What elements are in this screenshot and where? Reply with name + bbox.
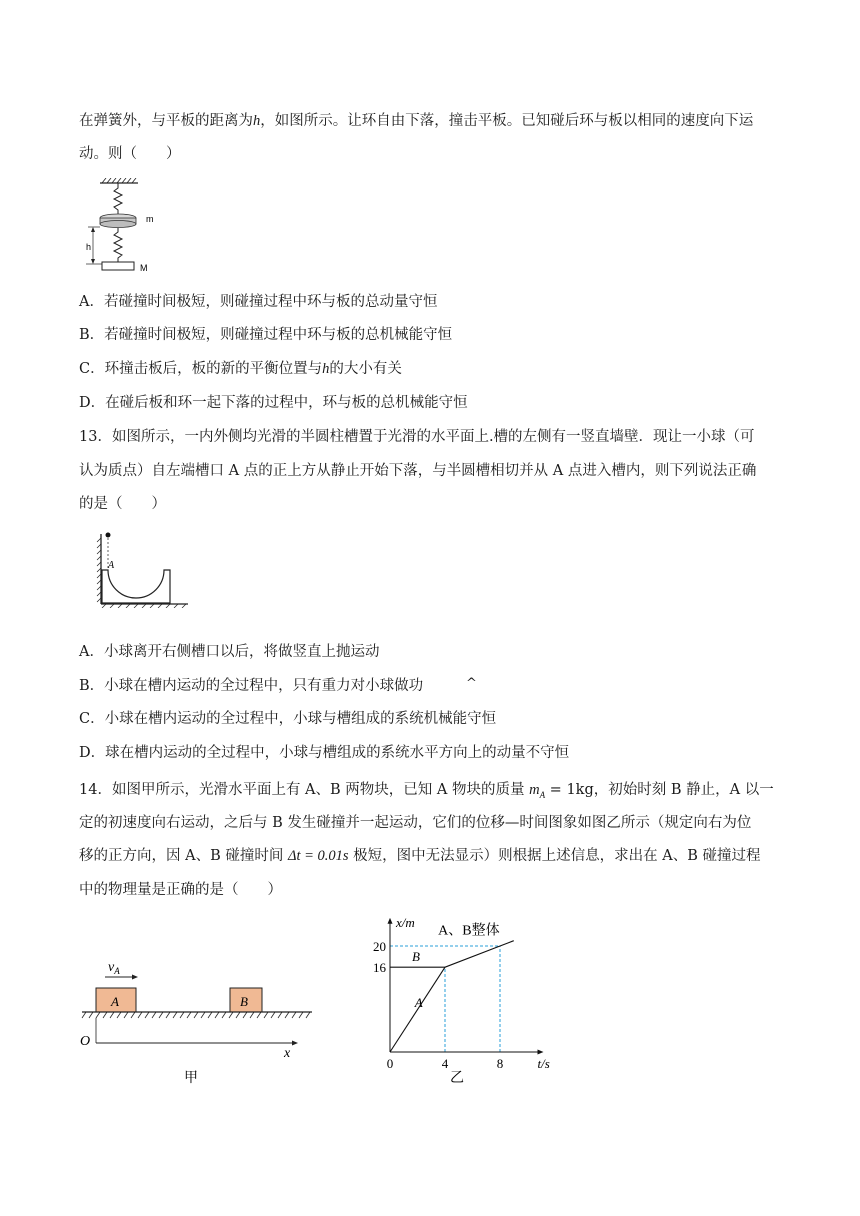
q12-option-c-var-h: h [322, 361, 330, 377]
q14-figure-yi [352, 918, 572, 1093]
series-line-2 [445, 941, 514, 968]
q13-half-cylinder-figure [96, 530, 192, 608]
series-label-B: B [412, 948, 420, 964]
q13-option-a: A．小球离开右侧槽口以后，将做竖直上抛运动 [79, 644, 380, 660]
q14-stem-line1-a: 14．如图甲所示，光滑水平面上有 A、B 两物块，已知 A 物块的质量 [79, 782, 525, 798]
y-tick-label-20: 20 [373, 939, 386, 954]
q14-collision-time: Δt = 0.01s [287, 848, 349, 864]
q12-label-h: h [86, 242, 92, 252]
q12-spring-ring-figure [80, 178, 170, 274]
y-axis-arrow [388, 918, 393, 924]
q12-intro-line1 [79, 111, 753, 131]
x-tick-label-4: 4 [441, 1056, 449, 1071]
q14-caption-yi: 乙 [450, 1071, 464, 1086]
q13-stem-line3: 的是（ ） [79, 496, 166, 512]
q13-option-b: B．小球在槽内运动的全过程中，只有重力对小球做功 [79, 678, 424, 694]
x-tick-label-8: 8 [496, 1056, 504, 1071]
q14-stem-line3-a: 移的正方向，因 A、B 碰撞时间 [79, 848, 284, 864]
q14-stem-line1-b: ，初始时刻 B 静止，A 以一 [593, 782, 774, 798]
q14-velocity-label: $v_A$ [108, 960, 120, 976]
series-label-AB: A、B整体 [438, 923, 500, 939]
q12-option-b: B．若碰撞时间极短，则碰撞过程中环与板的总机械能守恒 [79, 327, 453, 343]
q12-option-a: A．若碰撞时间极短，则碰撞过程中环与板的总动量守恒 [79, 294, 438, 310]
q13-label-A: A [108, 560, 115, 571]
q13-stem-line2: 认为质点）自左端槽口 A 点的正上方从静止开始下落，与半圆槽相切并从 A 点进入槽内，则下列说法正确 [79, 463, 757, 479]
q14-mass-symbol: m [529, 782, 540, 798]
q13-option-c: C．小球在槽内运动的全过程中，小球与槽组成的系统机械能守恒 [79, 711, 497, 727]
q14-stem-line1 [79, 780, 774, 805]
q14-mass-subscript: A [539, 789, 546, 800]
q14-stem-line3-b: 极短，图中无法显示）则根据上述信息，求出在 A、B 碰撞过程 [353, 848, 761, 864]
y-axis-title: x/m [396, 918, 415, 930]
q13-option-b-mark: ^ [466, 676, 477, 691]
q12-option-c-text-b: 的大小有关 [329, 361, 402, 377]
series-label-A: A [414, 994, 423, 1010]
q12-option-c [79, 359, 402, 379]
q12-var-h: h [253, 113, 261, 129]
x-axis-title: t/s [537, 1056, 550, 1071]
q14-block-a-label: A [111, 994, 119, 1009]
q14-stem-line3 [79, 846, 761, 866]
q12-option-c-text-a: C．环撞击板后，板的新的平衡位置与 [79, 361, 323, 377]
q14-caption-jia: 甲 [184, 1071, 198, 1086]
y-tick-label-16: 16 [373, 960, 386, 976]
q12-option-d: D．在碰后板和环一起下落的过程中，环与板的总机械能守恒 [79, 395, 468, 411]
q12-label-M: M [140, 263, 148, 273]
q14-origin-label: O [80, 1034, 91, 1049]
q14-figure-jia [72, 955, 322, 1090]
q13-option-d: D．球在槽内运动的全过程中，小球与槽组成的系统水平方向上的动量不守恒 [79, 745, 570, 761]
q14-block-b-label: B [240, 994, 248, 1009]
q14-stem-line4: 中的物理量是正确的是（ ） [79, 882, 282, 898]
x-axis-arrow [538, 1050, 544, 1055]
q12-label-m: m [146, 214, 154, 224]
q12-intro-text-b: ，如图所示。让环自由下落，撞击平板。已知碰后环与板以相同的速度向下运 [260, 113, 754, 129]
x-tick-label-0: 0 [386, 1056, 394, 1071]
q14-xt-chart [352, 918, 572, 1093]
q12-intro-text-a: 在弹簧外，与平板的距离为 [79, 113, 253, 129]
q14-x-axis-label: x [284, 1046, 291, 1061]
q13-stem-line1: 13．如图所示，一内外侧均光滑的半圆柱槽置于光滑的水平面上.槽的左侧有一竖直墙壁．现让一小球（可 [79, 429, 755, 445]
q12-intro-line2: 动。则（ ） [79, 146, 181, 162]
q14-stem-line2: 定的初速度向右运动，之后与 B 发生碰撞并一起运动，它们的位移—时间图象如图乙所示（规定向右为位 [79, 815, 752, 831]
q14-mass-value: = 1kg [545, 782, 594, 798]
